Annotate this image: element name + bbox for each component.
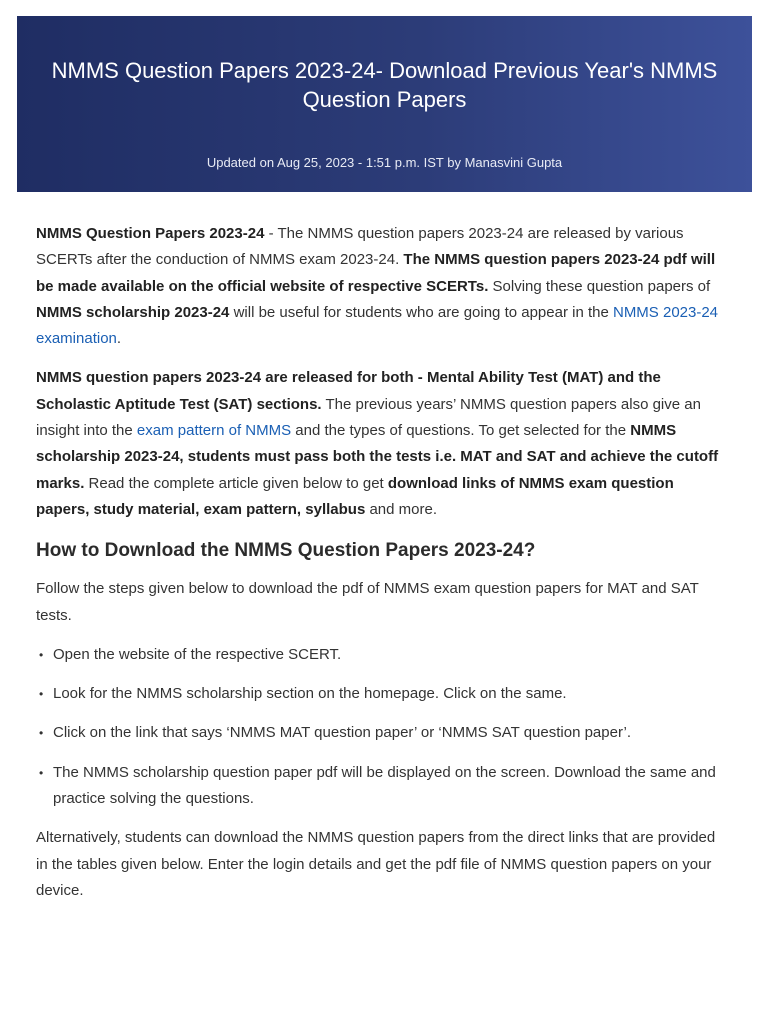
intro-text-1: - The NMMS question papers 2023-24 are released by various SCERTs after the conduction of NMMS exam 2023-24. xyxy=(36,225,684,269)
list-item: • The NMMS scholarship question paper pdf will be displayed on the screen. Download the same and practice solving the questions. xyxy=(36,760,726,813)
release-text-4: and more. xyxy=(365,500,438,518)
list-item: • Open the website of the respective SCERT. xyxy=(36,642,726,668)
intro-text-2: Solving these question papers of xyxy=(488,277,711,295)
intro-bold-pdf: The NMMS question papers 2023-24 pdf will be made available on the official website of respective SCERTs. xyxy=(36,251,716,295)
release-text-3: Read the complete article given below to get xyxy=(84,474,388,492)
intro-paragraph xyxy=(36,221,726,352)
exam-pattern-link[interactable]: exam pattern of NMMS xyxy=(136,422,292,440)
steps-lead: Follow the steps given below to download the pdf of NMMS exam question papers for MAT and SAT tests. xyxy=(36,580,699,624)
release-bold-cutoff: NMMS scholarship 2023-24, students must pass both the tests i.e. MAT and SAT and achieve the cutoff marks. xyxy=(36,422,719,492)
nmms-examination-link[interactable]: NMMS 2023-24 examination xyxy=(36,303,719,348)
list-item: • Look for the NMMS scholarship section on the homepage. Click on the same. xyxy=(36,681,726,707)
updated-byline: Updated on Aug 25, 2023 - 1:51 p.m. IST by Manasvini Gupta xyxy=(206,155,563,170)
release-paragraph xyxy=(36,365,726,523)
steps-list xyxy=(36,642,726,812)
article-header xyxy=(17,16,752,192)
intro-bold-scholarship: NMMS scholarship 2023-24 xyxy=(36,303,230,321)
release-text-2: and the types of questions. To get selected for the xyxy=(291,422,631,440)
intro-bold-title: NMMS Question Papers 2023-24 xyxy=(36,225,265,242)
release-text-1: The previous years’ NMMS question papers also give an insight into the xyxy=(36,395,701,440)
section-heading: How to Download the NMMS Question Papers 2023-24? xyxy=(36,540,536,562)
closing-paragraph: Alternatively, students can download the NMMS question papers from the direct links that are provided in the tables given below. Enter the login details and get the pdf file of NMMS question papers on your device. xyxy=(36,829,716,899)
release-bold-mat-sat: NMMS question papers 2023-24 are released for both - Mental Ability Test (MAT) and the Scholastic Aptitude Test (SAT) sections. xyxy=(36,369,661,413)
release-bold-downloads: download links of NMMS exam question papers, study material, exam pattern, syllabus xyxy=(36,474,674,518)
list-item: • Click on the link that says ‘NMMS MAT question paper’ or ‘NMMS SAT question paper’. xyxy=(36,720,726,746)
article-body xyxy=(36,221,726,917)
page-title: NMMS Question Papers 2023-24- Download Previous Year's NMMS Question Papers xyxy=(51,58,718,112)
intro-text-3: will be useful for students who are going to appear in the xyxy=(229,303,613,321)
intro-end: . xyxy=(116,330,122,348)
